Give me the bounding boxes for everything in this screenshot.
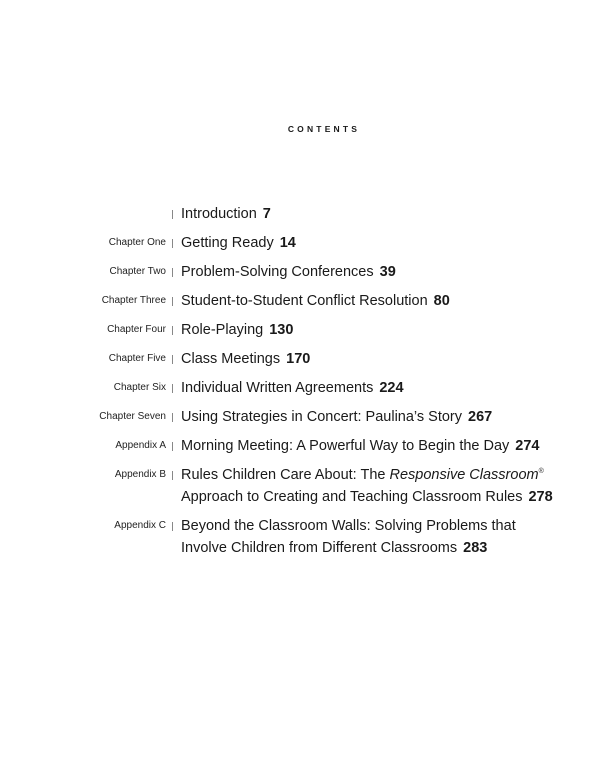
- toc-entry-label: Chapter Seven: [99, 411, 166, 422]
- toc-divider: [172, 239, 173, 248]
- toc-entry-title: Student-to-Student Conflict Resolution 80: [181, 293, 450, 309]
- toc-entry-label: Appendix B: [114, 469, 166, 480]
- toc-page-number: 39: [379, 264, 396, 280]
- toc-page-number: 224: [379, 380, 404, 396]
- toc-page-number: 80: [433, 293, 450, 309]
- toc-page-number: 267: [468, 409, 493, 425]
- toc-divider: [172, 268, 173, 277]
- toc-entry-title: Role-Playing 130: [181, 322, 294, 338]
- toc-entry-title: Individual Written Agreements 224: [181, 380, 404, 396]
- brand-name: Responsive Classroom: [389, 467, 539, 483]
- toc-entry-label: Chapter Three: [101, 295, 166, 306]
- toc-page-number: 170: [286, 351, 311, 367]
- toc-entry-label: Chapter Four: [107, 324, 166, 335]
- toc-divider: [172, 384, 173, 393]
- toc-divider: [172, 297, 173, 306]
- toc-entry-title: Using Strategies in Concert: Paulina’s Story 267: [181, 409, 493, 425]
- toc-page-number: 14: [279, 235, 296, 251]
- toc-divider: [172, 326, 173, 335]
- toc-page-number: 130: [269, 322, 294, 338]
- toc-divider: [172, 355, 173, 364]
- toc-entry-label: Chapter Five: [108, 353, 166, 364]
- toc-entry-title: Class Meetings 170: [181, 351, 311, 367]
- toc-entry-label: Appendix A: [115, 440, 166, 451]
- toc-entry-label: Chapter Six: [113, 382, 166, 393]
- toc-divider: [172, 413, 173, 422]
- toc-entry-label: Chapter One: [108, 237, 166, 248]
- toc-page-number: 274: [515, 438, 540, 454]
- toc-entry-label: Appendix C: [114, 520, 166, 531]
- toc-entry-title-line-2: Approach to Creating and Teaching Classroom Rules 278: [181, 489, 553, 505]
- toc-entry-title: Getting Ready 14: [181, 235, 296, 251]
- toc-entry-title-line-1: Beyond the Classroom Walls: Solving Problems that: [181, 518, 516, 534]
- toc-entry-title-line-1: Rules Children Care About: The Responsive Classroom®: [181, 467, 544, 483]
- toc-divider: [172, 442, 173, 451]
- toc-entry-title-line-2: Involve Children from Different Classrooms 283: [181, 540, 488, 556]
- registered-mark: ®: [538, 468, 544, 476]
- toc-page-number: 283: [463, 540, 488, 556]
- toc-entry-title: Introduction 7: [181, 206, 271, 222]
- toc-entry-title: Problem-Solving Conferences 39: [181, 264, 396, 280]
- toc-entry-title: Morning Meeting: A Powerful Way to Begin the Day 274: [181, 438, 540, 454]
- toc-divider: [172, 471, 173, 480]
- toc-divider: [172, 522, 173, 531]
- toc-page-number: 7: [262, 206, 271, 222]
- toc-entry-label: Chapter Two: [109, 266, 166, 277]
- contents-heading: CONTENTS: [287, 124, 361, 134]
- toc-divider: [172, 210, 173, 219]
- toc-page-number: 278: [528, 489, 553, 505]
